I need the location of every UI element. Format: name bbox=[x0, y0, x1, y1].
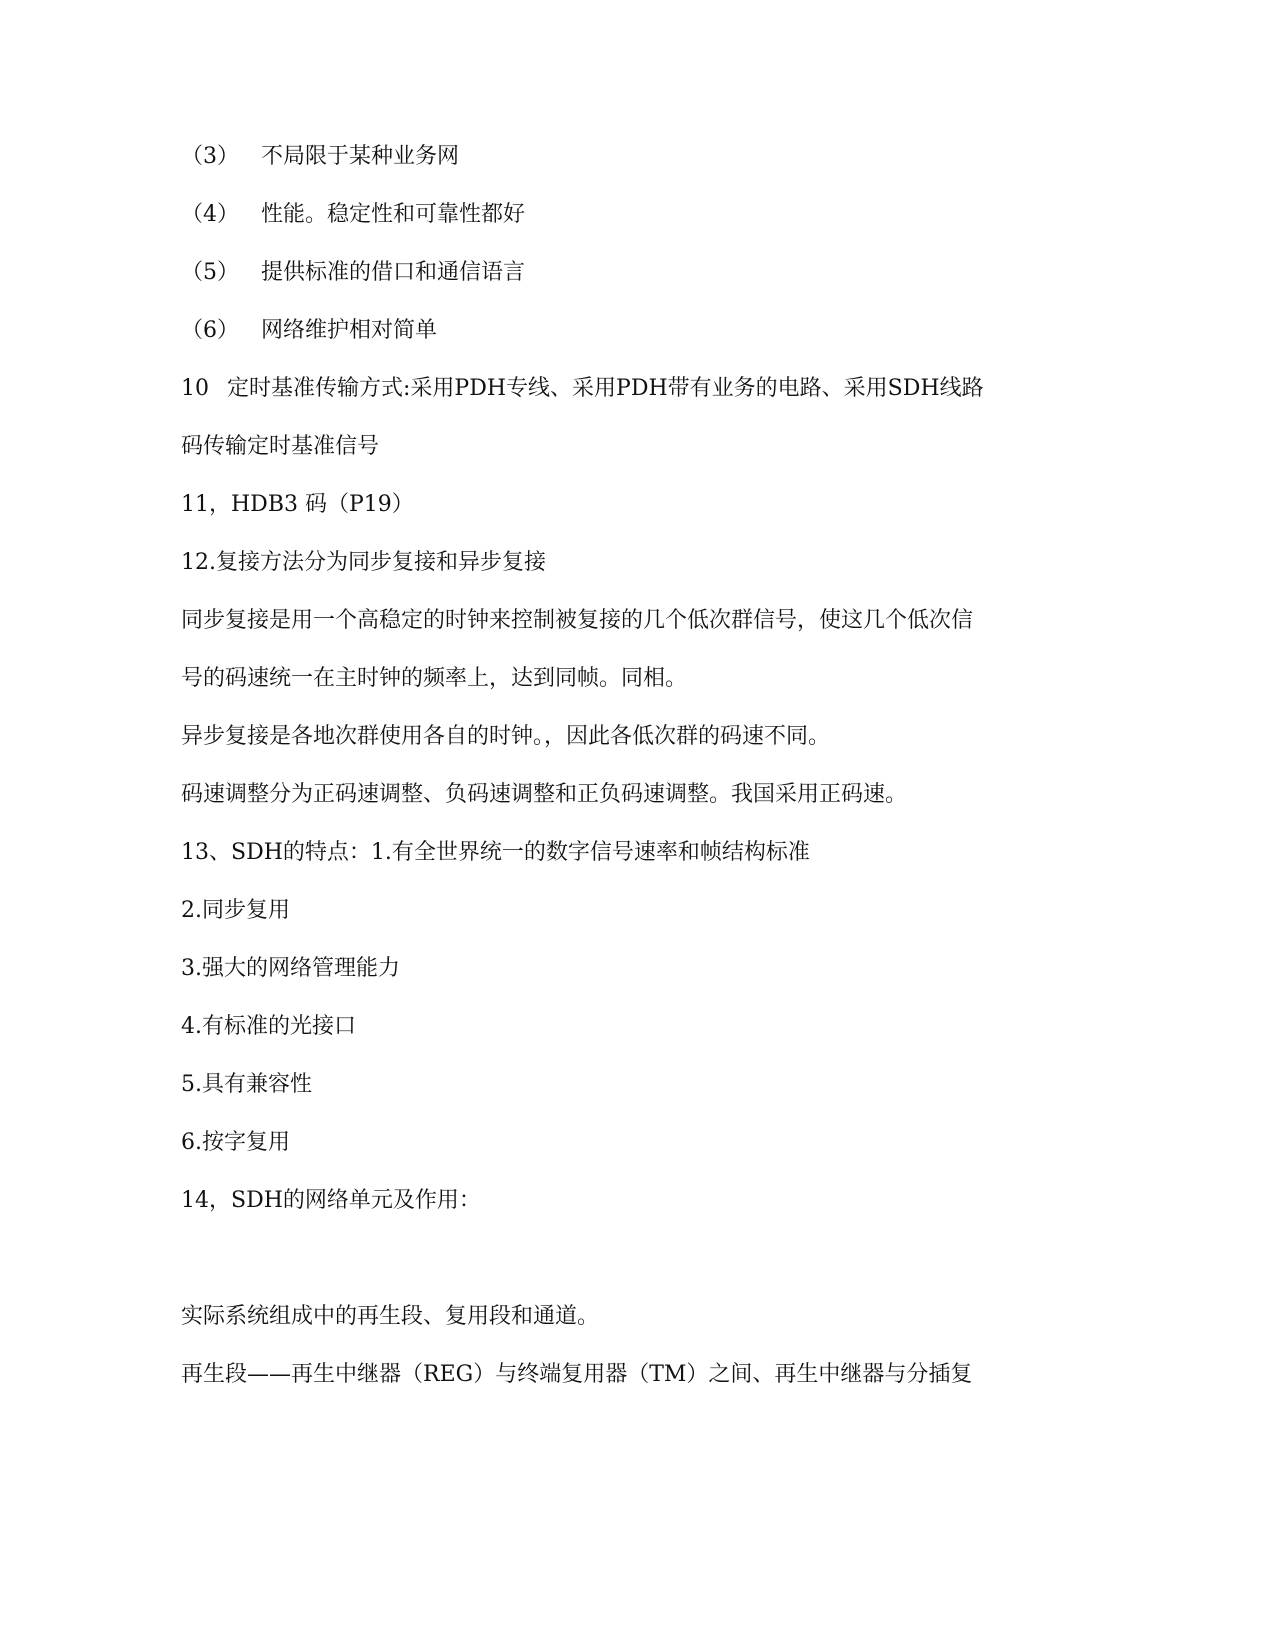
item-10-line-2: 码传输定时基准信号 bbox=[181, 434, 380, 459]
sync-multiplex-line-1: 同步复接是用一个高稳定的时钟来控制被复接的几个低次群信号，使这几个低次信 bbox=[181, 608, 974, 633]
item-10-line-1 bbox=[181, 370, 1061, 428]
list-item-6 bbox=[181, 312, 1061, 370]
item-14: 14，SDH的网络单元及作用： bbox=[181, 1188, 481, 1213]
sync-multiplex-line-2: 号的码速统一在主时钟的频率上，达到同帧。同相。 bbox=[181, 666, 688, 691]
sdh-feature-5: 5.具有兼容性 bbox=[181, 1072, 312, 1097]
item-13-heading: 13、SDH的特点：1.有全世界统一的数字信号速率和帧结构标准 bbox=[181, 840, 810, 865]
regenerator-section-text: 再生段——再生中继器（REG）与终端复用器（TM）之间、再生中继器与分插复 bbox=[181, 1362, 973, 1387]
list-item-number: （4） bbox=[181, 202, 239, 227]
document-body bbox=[181, 138, 1061, 1414]
list-item-text: 提供标准的借口和通信语言 bbox=[261, 260, 526, 285]
item-10-text: 定时基准传输方式:采用PDH专线、采用PDH带有业务的电路、采用SDH线路 bbox=[227, 376, 984, 401]
sdh-feature-4: 4.有标准的光接口 bbox=[181, 1014, 356, 1039]
item-11: 11，HDB3 码（P19） bbox=[181, 492, 414, 517]
async-multiplex: 异步复接是各地次群使用各自的时钟。，因此各低次群的码速不同。 bbox=[181, 724, 831, 749]
sdh-feature-6: 6.按字复用 bbox=[181, 1130, 290, 1155]
item-10-number: 10 bbox=[181, 376, 209, 401]
list-item-text: 网络维护相对简单 bbox=[261, 318, 438, 343]
list-item-number: （6） bbox=[181, 318, 239, 343]
list-item-4 bbox=[181, 196, 1061, 254]
blank-spacer bbox=[181, 1240, 1061, 1298]
rate-adjustment: 码速调整分为正码速调整、负码速调整和正负码速调整。我国采用正码速。 bbox=[181, 782, 908, 807]
list-item-number: （5） bbox=[181, 260, 239, 285]
item-12-heading: 12.复接方法分为同步复接和异步复接 bbox=[181, 550, 546, 575]
list-item-text: 性能。稳定性和可靠性都好 bbox=[261, 202, 526, 227]
sdh-feature-2: 2.同步复用 bbox=[181, 898, 290, 923]
list-item-5 bbox=[181, 254, 1061, 312]
list-item-3 bbox=[181, 138, 1061, 196]
sdh-feature-3: 3.强大的网络管理能力 bbox=[181, 956, 400, 981]
list-item-number: （3） bbox=[181, 144, 239, 169]
section-intro: 实际系统组成中的再生段、复用段和通道。 bbox=[181, 1304, 600, 1329]
list-item-text: 不局限于某种业务网 bbox=[261, 144, 460, 169]
